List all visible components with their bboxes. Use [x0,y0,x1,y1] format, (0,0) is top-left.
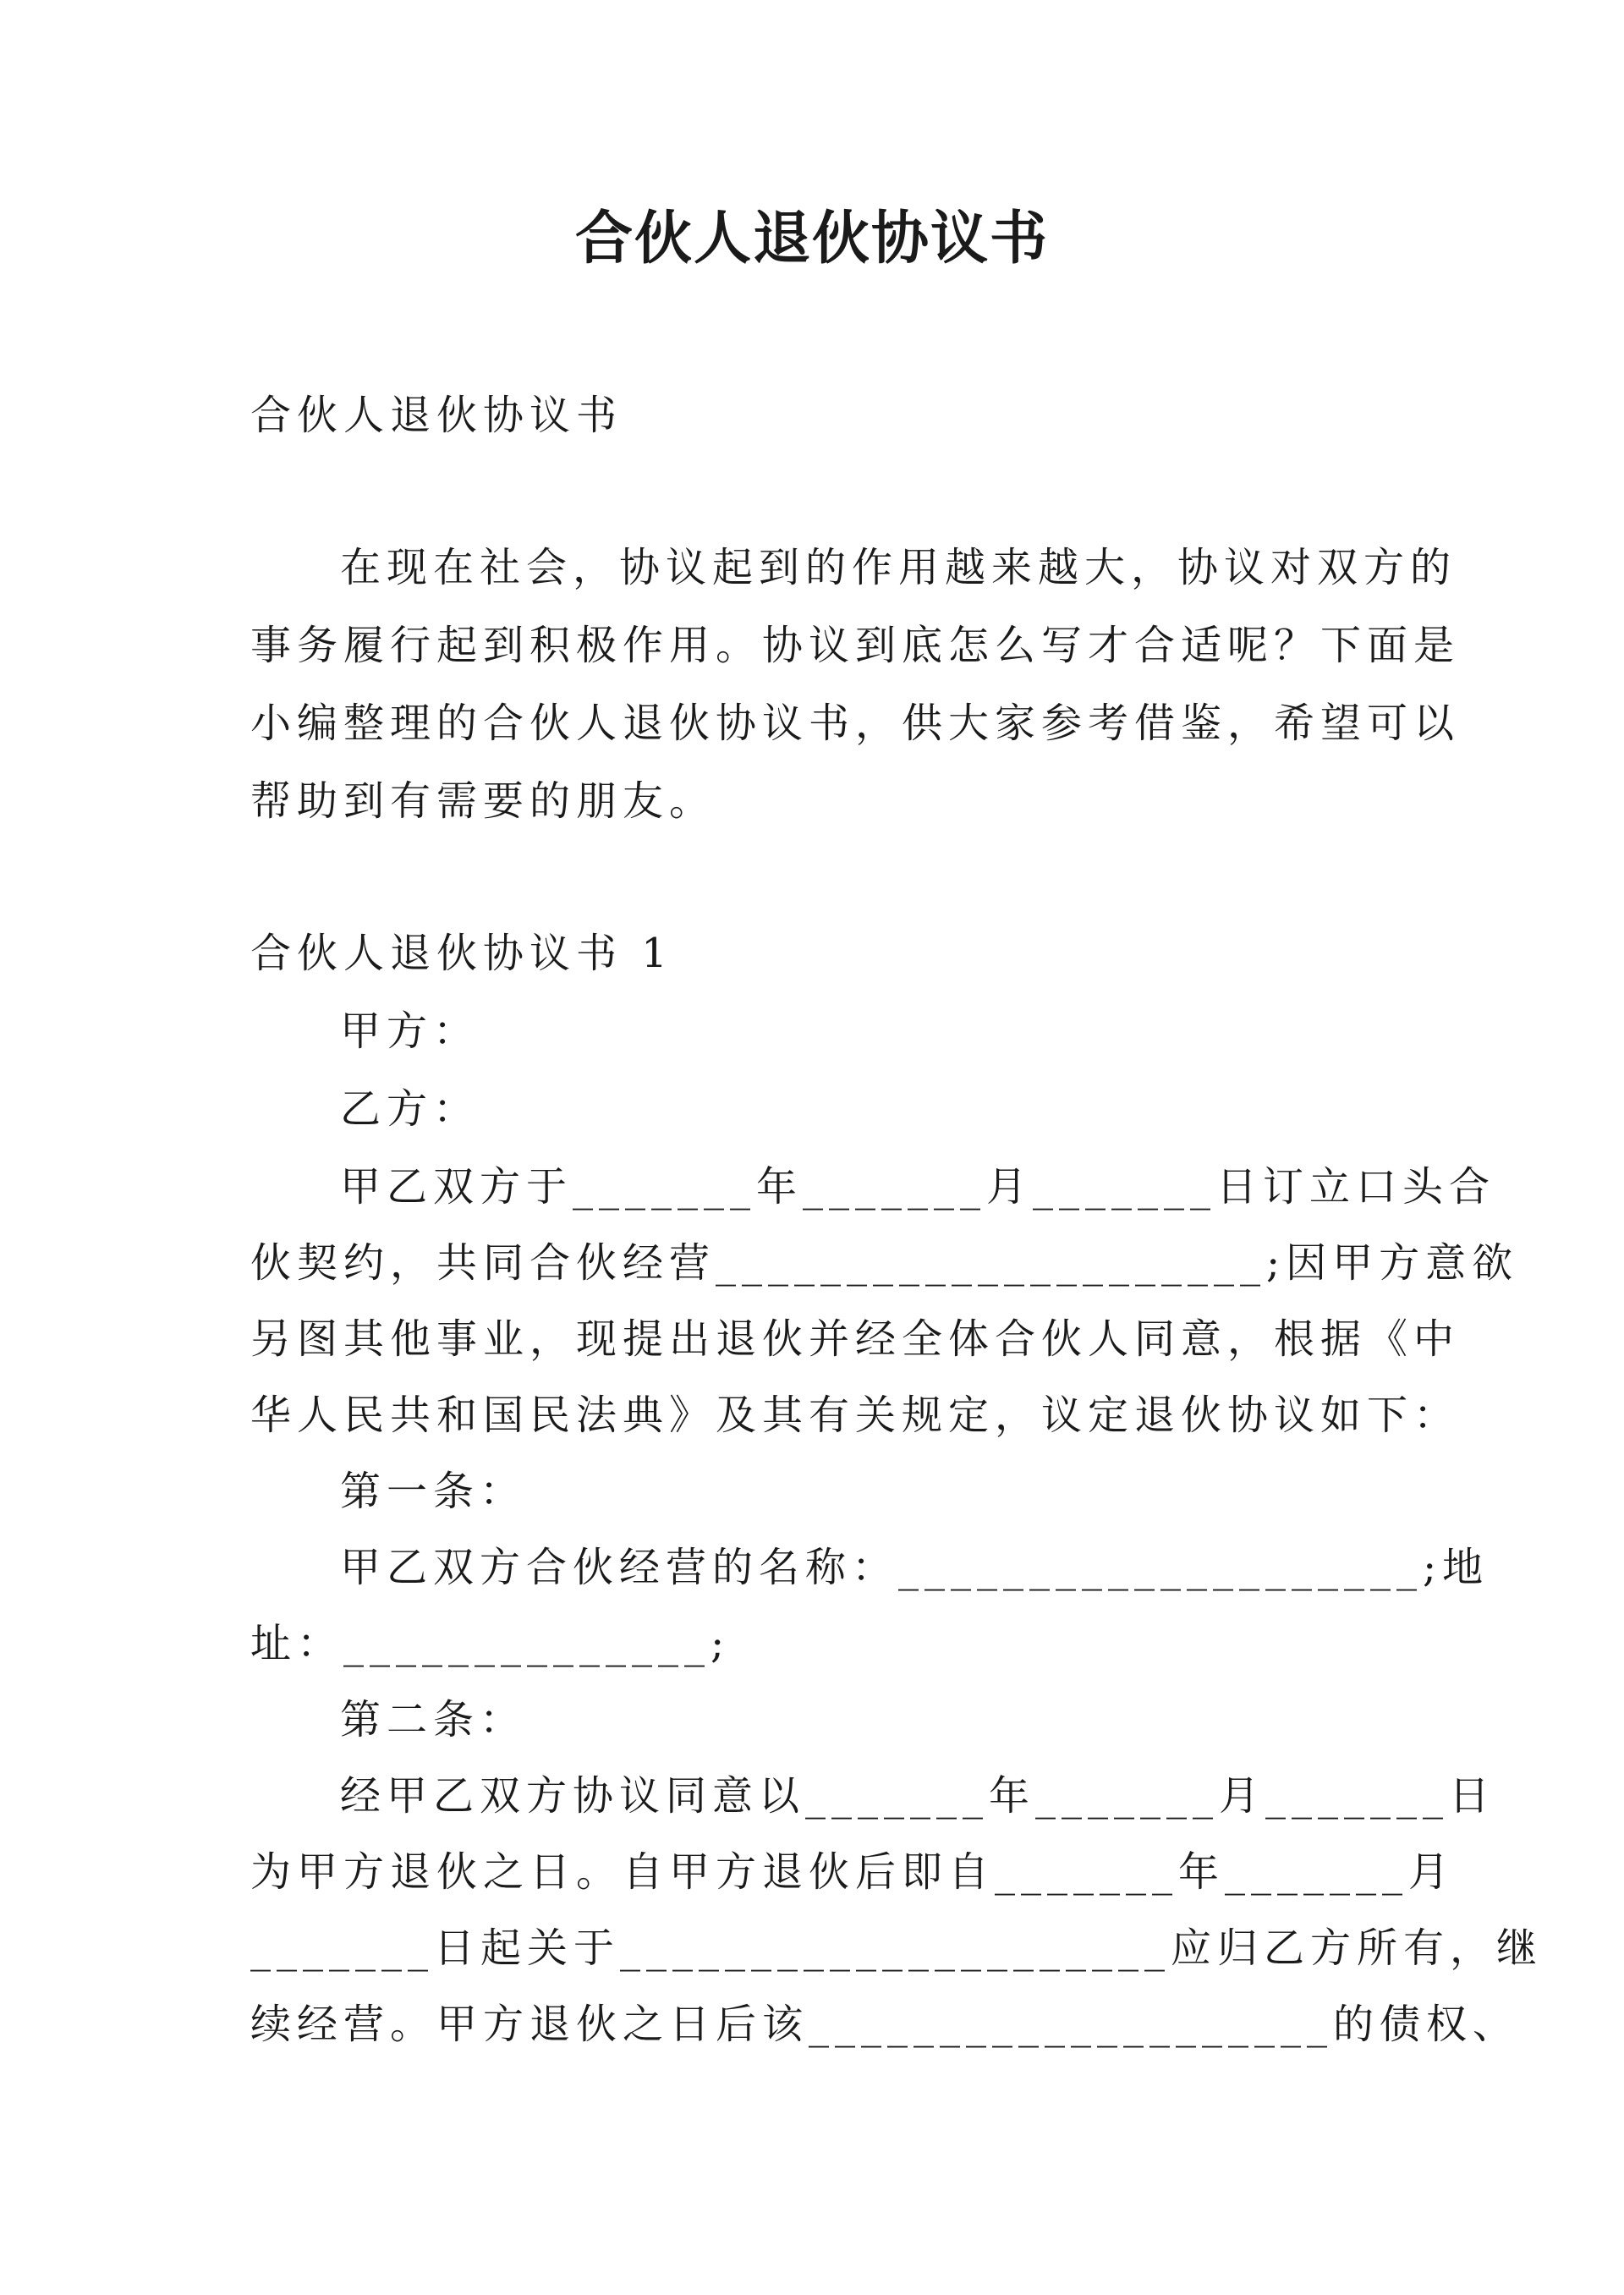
body-line-3: 另图其他事业，现提出退伙并经全体合伙人同意，根据《中 [250,1315,1461,1363]
body-line-12: 续经营。甲方退伙之日后该____________________的债权、 [250,2001,1520,2048]
body-line-10: 为甲方退伙之日。自甲方退伙后即自_______年_______月 [250,1848,1456,1896]
party-b-label: 乙方： [340,1085,480,1133]
intro-line-4: 帮助到有需要的朋友。 [250,777,716,825]
body-line-2: 伙契约，共同合伙经营_____________________;因甲方意欲 [250,1239,1519,1287]
body-line-1: 甲乙双方于_______年_______月_______日订立口头合 [340,1163,1496,1211]
article-2-heading: 第二条： [340,1696,527,1743]
intro-line-3: 小编整理的合伙人退伙协议书，供大家参考借鉴，希望可以 [250,700,1461,747]
intro-line-1: 在现在社会，协议起到的作用越来越大，协议对双方的 [340,544,1457,591]
body-line-9: 经甲乙双方协议同意以_______年_______月_______日 [340,1772,1496,1820]
document-title: 合伙人退伙协议书 [574,205,1049,272]
section-heading: 合伙人退伙协议书 1 [250,930,673,977]
body-line-6: 甲乙双方合伙经营的名称：____________________;地 [340,1544,1490,1591]
body-line-7: 址：______________; [250,1620,731,1667]
body-line-11: _______日起关于_____________________应归乙方所有，继 [250,1924,1544,1972]
party-a-label: 甲方： [340,1007,480,1055]
body-line-4: 华人民共和国民法典》及其有关规定，议定退伙协议如下： [250,1392,1461,1439]
article-1-heading: 第一条： [340,1468,527,1515]
intro-line-2: 事务履行起到积极作用。协议到底怎么写才合适呢？下面是 [250,622,1461,669]
subtitle: 合伙人退伙协议书 [250,392,623,439]
